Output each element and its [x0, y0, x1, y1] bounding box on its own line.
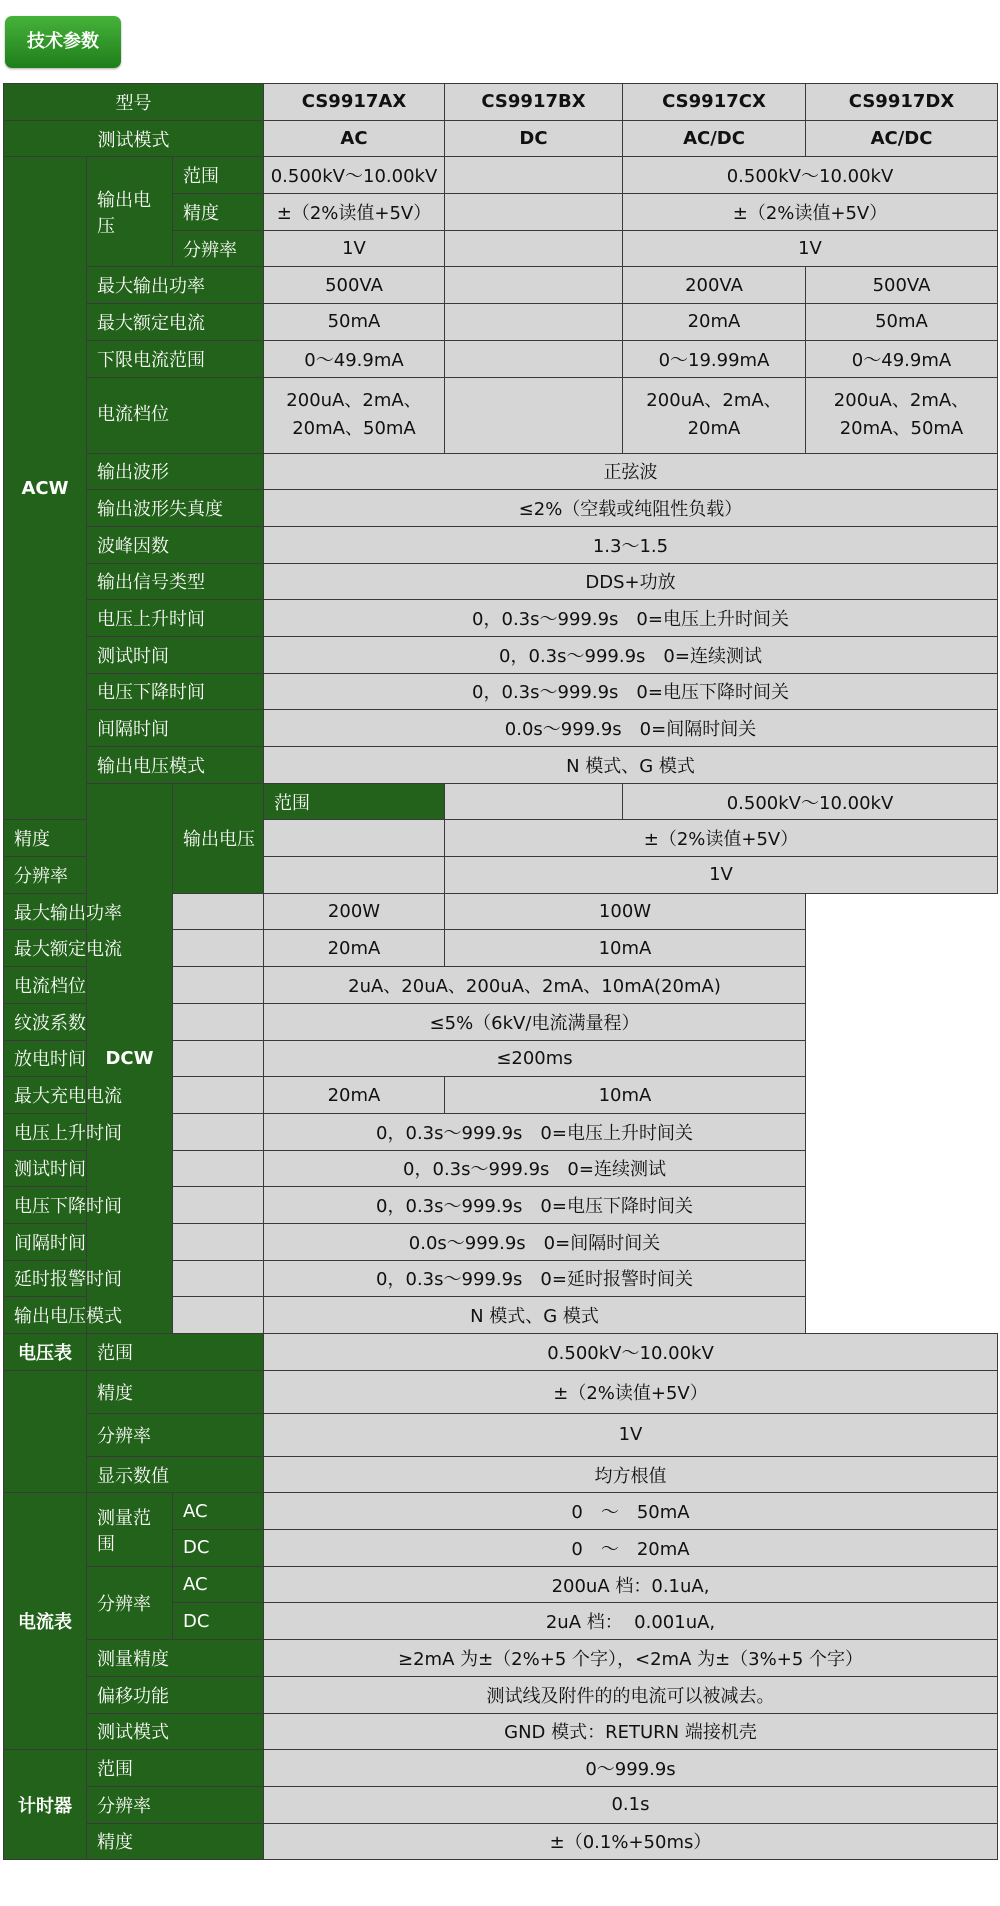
- row-label: 输出波形失真度: [87, 490, 264, 527]
- row-label: 范围: [87, 1750, 264, 1787]
- row-label: 电流档位: [4, 967, 173, 1004]
- row-value: 1V: [264, 1413, 998, 1456]
- cell-a: [173, 1003, 264, 1040]
- row-label: 分辨率: [87, 1413, 264, 1456]
- acw-span-row: [4, 453, 998, 490]
- acw-power-row: [4, 267, 998, 304]
- dcw-resolution-label: 分辨率: [4, 857, 87, 894]
- cell-b: 20mA: [264, 1077, 445, 1114]
- row-value: GND 模式：RETURN 端接机壳: [264, 1713, 998, 1750]
- cell-b: [445, 267, 623, 304]
- row-value: ≤200ms: [264, 1040, 806, 1077]
- dcw-resolution-bcd: 1V: [445, 857, 998, 894]
- acw-accuracy-a: ±（2%读值+5V）: [264, 194, 445, 231]
- ac-label: AC: [173, 1566, 264, 1603]
- voltmeter-section-blank: [4, 1370, 87, 1493]
- dcw-mid-row: [4, 1003, 998, 1040]
- row-value: 0，0.3s～999.9s 0=连续测试: [264, 1150, 806, 1187]
- voltmeter-display-row: [4, 1456, 998, 1493]
- acw-span-row: [4, 673, 998, 710]
- cell-a: [173, 1297, 264, 1334]
- row-value: 2uA、20uA、200uA、2mA、10mA(20mA): [264, 967, 806, 1004]
- row-value: 正弦波: [264, 453, 998, 490]
- row-value: ±（2%读值+5V）: [264, 1370, 998, 1413]
- ammeter-measure-range-label: 测量范围: [87, 1493, 173, 1566]
- dcw-tail-row: [4, 1187, 998, 1224]
- voltmeter-section-label: 电压表: [4, 1334, 87, 1371]
- row-label: 显示数值: [87, 1456, 264, 1493]
- acw-range-cd: 0.500kV～10.00kV: [623, 157, 998, 194]
- cell-a: [173, 1150, 264, 1187]
- row-label: 最大额定电流: [4, 930, 173, 967]
- row-value: 0，0.3s～999.9s 0=连续测试: [264, 636, 998, 673]
- row-value: 0.0s～999.9s 0=间隔时间关: [264, 710, 998, 747]
- row-label: 波峰因数: [87, 526, 264, 563]
- row-value: ≥2mA 为±（2%+5 个字），<2mA 为±（3%+5 个字）: [264, 1640, 998, 1677]
- cell-b: 200W: [264, 893, 445, 930]
- timer-accuracy-row: [4, 1823, 998, 1860]
- dcw-accuracy-bcd: ±（2%读值+5V）: [445, 820, 998, 857]
- row-label: 延时报警时间: [4, 1260, 173, 1297]
- row-label: 输出电压模式: [87, 747, 264, 784]
- mode-d: AC/DC: [806, 120, 998, 157]
- timer-resolution-row: [4, 1786, 998, 1823]
- cell-d: 0～49.9mA: [806, 340, 998, 377]
- dcw-power-row: [4, 893, 998, 930]
- cell-a: [173, 893, 264, 930]
- acw-lower-limit-row: [4, 340, 998, 377]
- cell-c: 200VA: [623, 267, 806, 304]
- mode-a: AC: [264, 120, 445, 157]
- cell-a: [173, 967, 264, 1004]
- model-label: 型号: [4, 84, 264, 121]
- acw-resolution-b: [445, 230, 623, 267]
- ammeter-row: [4, 1640, 998, 1677]
- dcw-accuracy-a: [264, 820, 445, 857]
- cell-b: [445, 377, 623, 453]
- acw-resolution-label: 分辨率: [173, 230, 264, 267]
- row-value: 0，0.3s～999.9s 0=电压下降时间关: [264, 1187, 806, 1224]
- cell-a: 50mA: [264, 304, 445, 341]
- voltmeter-resolution-row: [4, 1413, 998, 1456]
- dc-label: DC: [173, 1603, 264, 1640]
- dcw-charge-row: [4, 1077, 998, 1114]
- section-title-badge: 技术参数: [5, 16, 121, 68]
- row-label: 放电时间: [4, 1040, 173, 1077]
- row-value: ≤2%（空载或纯阻性负载）: [264, 490, 998, 527]
- row-label: 电压上升时间: [87, 600, 264, 637]
- acw-span-row: [4, 747, 998, 784]
- row-value: 均方根值: [264, 1456, 998, 1493]
- row-value: N 模式、G 模式: [264, 1297, 806, 1334]
- ammeter-resolution-label: 分辨率: [87, 1566, 173, 1639]
- row-label: 测试时间: [87, 636, 264, 673]
- cell-b: 20mA: [264, 930, 445, 967]
- test-mode-label: 测试模式: [4, 120, 264, 157]
- row-value: 2uA 档： 0.001uA,: [264, 1603, 998, 1640]
- cell-cd: 10mA: [445, 1077, 806, 1114]
- cell-a: 0～49.9mA: [264, 340, 445, 377]
- acw-range-label: 范围: [173, 157, 264, 194]
- spec-table: [3, 83, 998, 1860]
- row-label: 输出信号类型: [87, 563, 264, 600]
- dcw-current-row: [4, 930, 998, 967]
- row-label: 精度: [87, 1823, 264, 1860]
- test-mode-row: [4, 120, 998, 157]
- dcw-range-bcd: 0.500kV～10.00kV: [623, 783, 998, 820]
- acw-span-row: [4, 600, 998, 637]
- dc-label: DC: [173, 1530, 264, 1567]
- model-a: CS9917AX: [264, 84, 445, 121]
- row-value: 测试线及附件的的电流可以被减去。: [264, 1676, 998, 1713]
- row-value: 0，0.3s～999.9s 0=电压上升时间关: [264, 600, 998, 637]
- cell-c: 200uA、2mA、 20mA: [623, 377, 806, 453]
- cell-a: [173, 1113, 264, 1150]
- acw-accuracy-cd: ±（2%读值+5V）: [623, 194, 998, 231]
- cell-c: 20mA: [623, 304, 806, 341]
- acw-range-b: [445, 157, 623, 194]
- model-row: [4, 84, 998, 121]
- row-value: 200uA 档：0.1uA,: [264, 1566, 998, 1603]
- model-d: CS9917DX: [806, 84, 998, 121]
- row-label: 输出波形: [87, 453, 264, 490]
- row-label: 测量精度: [87, 1640, 264, 1677]
- cell-a: 200uA、2mA、 20mA、50mA: [264, 377, 445, 453]
- row-value: 0～999.9s: [264, 1750, 998, 1787]
- cell-a: [173, 1260, 264, 1297]
- row-label: 分辨率: [87, 1786, 264, 1823]
- ammeter-row: [4, 1713, 998, 1750]
- row-label: 测试时间: [4, 1150, 173, 1187]
- row-value: 0 ～ 50mA: [264, 1493, 998, 1530]
- row-label: 电压下降时间: [87, 673, 264, 710]
- voltmeter-accuracy-row: [4, 1370, 998, 1413]
- row-label: 精度: [87, 1370, 264, 1413]
- row-label: 偏移功能: [87, 1676, 264, 1713]
- cell-a: [173, 1187, 264, 1224]
- timer-range-row: [4, 1750, 998, 1787]
- row-label: 下限电流范围: [87, 340, 264, 377]
- dcw-tail-row: [4, 1297, 998, 1334]
- row-value: 0，0.3s～999.9s 0=电压上升时间关: [264, 1113, 806, 1150]
- dcw-output-voltage-label: 输出电压: [173, 783, 264, 893]
- dcw-section-label: DCW: [87, 783, 173, 1333]
- acw-output-voltage-label: 输出电压: [87, 157, 173, 267]
- row-label: 纹波系数: [4, 1003, 173, 1040]
- model-c: CS9917CX: [623, 84, 806, 121]
- acw-accuracy-b: [445, 194, 623, 231]
- dcw-range-a: [445, 783, 623, 820]
- row-label: 间隔时间: [4, 1223, 173, 1260]
- acw-current-range-row: [4, 377, 998, 453]
- cell-d: 200uA、2mA、 20mA、50mA: [806, 377, 998, 453]
- row-label: 最大充电电流: [4, 1077, 173, 1114]
- acw-resolution-cd: 1V: [623, 230, 998, 267]
- cell-d: 500VA: [806, 267, 998, 304]
- cell-a: [173, 1040, 264, 1077]
- cell-a: 500VA: [264, 267, 445, 304]
- row-label: 测试模式: [87, 1713, 264, 1750]
- cell-a: [173, 1223, 264, 1260]
- row-label: 输出电压模式: [4, 1297, 173, 1334]
- dcw-range-row: [4, 783, 998, 820]
- dcw-tail-row: [4, 1223, 998, 1260]
- timer-section-label: 计时器: [4, 1750, 87, 1860]
- cell-cd: 10mA: [445, 930, 806, 967]
- dcw-range-label: 范围: [264, 783, 445, 820]
- mode-c: AC/DC: [623, 120, 806, 157]
- row-label: 间隔时间: [87, 710, 264, 747]
- row-value: 0.1s: [264, 1786, 998, 1823]
- row-label: 最大输出功率: [4, 893, 173, 930]
- dcw-tail-row: [4, 1260, 998, 1297]
- cell-d: 50mA: [806, 304, 998, 341]
- row-label: 最大额定电流: [87, 304, 264, 341]
- dcw-tail-row: [4, 1113, 998, 1150]
- ammeter-range-ac-row: [4, 1493, 998, 1530]
- cell-c: 0～19.99mA: [623, 340, 806, 377]
- row-value: ≤5%（6kV/电流满量程）: [264, 1003, 806, 1040]
- cell-b: [445, 340, 623, 377]
- row-value: DDS+功放: [264, 563, 998, 600]
- row-label: 电压上升时间: [4, 1113, 173, 1150]
- row-label: 最大输出功率: [87, 267, 264, 304]
- mode-b: DC: [445, 120, 623, 157]
- cell-a: [173, 930, 264, 967]
- dcw-resolution-a: [264, 857, 445, 894]
- acw-range-a: 0.500kV～10.00kV: [264, 157, 445, 194]
- acw-span-row: [4, 526, 998, 563]
- row-value: ±（0.1%+50ms）: [264, 1823, 998, 1860]
- row-value: 1.3～1.5: [264, 526, 998, 563]
- cell-b: [445, 304, 623, 341]
- ammeter-row: [4, 1676, 998, 1713]
- row-label: 范围: [87, 1334, 264, 1371]
- acw-span-row: [4, 636, 998, 673]
- acw-span-row: [4, 710, 998, 747]
- voltmeter-range-row: [4, 1334, 998, 1371]
- ac-label: AC: [173, 1493, 264, 1530]
- ammeter-section-label: 电流表: [4, 1493, 87, 1750]
- row-label: 电流档位: [87, 377, 264, 453]
- row-value: 0.500kV～10.00kV: [264, 1334, 998, 1371]
- acw-current-row: [4, 304, 998, 341]
- acw-span-row: [4, 490, 998, 527]
- cell-a: [173, 1077, 264, 1114]
- acw-range-row: [4, 157, 998, 194]
- dcw-tail-row: [4, 1150, 998, 1187]
- dcw-accuracy-label: 精度: [4, 820, 87, 857]
- cell-cd: 100W: [445, 893, 806, 930]
- model-b: CS9917BX: [445, 84, 623, 121]
- row-value: 0，0.3s～999.9s 0=延时报警时间关: [264, 1260, 806, 1297]
- ammeter-res-ac-row: [4, 1566, 998, 1603]
- acw-section-label: ACW: [4, 157, 87, 820]
- acw-accuracy-label: 精度: [173, 194, 264, 231]
- row-value: 0，0.3s～999.9s 0=电压下降时间关: [264, 673, 998, 710]
- row-value: 0 ～ 20mA: [264, 1530, 998, 1567]
- row-label: 电压下降时间: [4, 1187, 173, 1224]
- acw-resolution-a: 1V: [264, 230, 445, 267]
- acw-span-row: [4, 563, 998, 600]
- row-value: N 模式、G 模式: [264, 747, 998, 784]
- row-value: 0.0s～999.9s 0=间隔时间关: [264, 1223, 806, 1260]
- dcw-mid-row: [4, 967, 998, 1004]
